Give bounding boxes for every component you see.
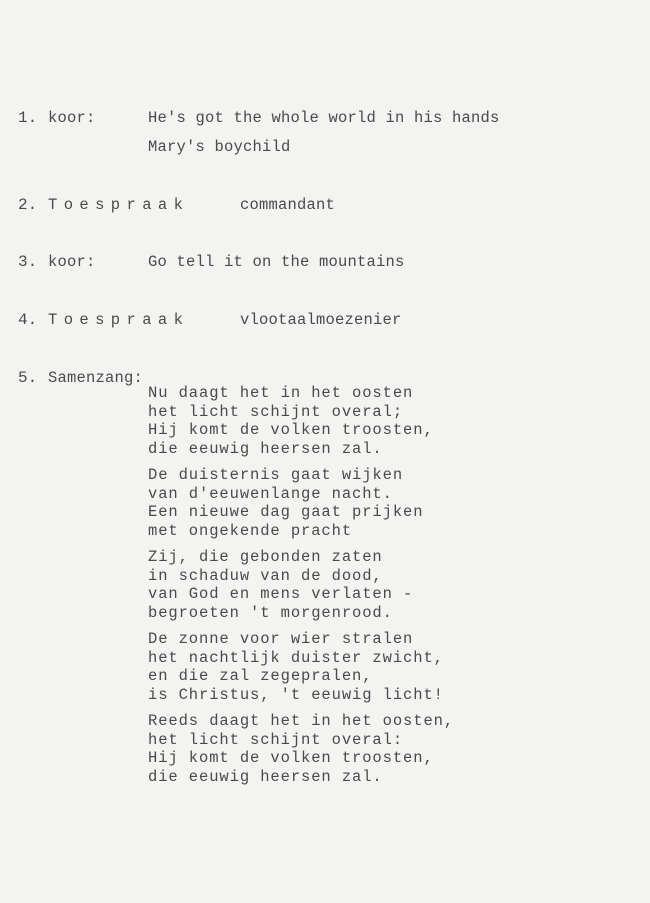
verse-line: het licht schijnt overal: [148, 730, 404, 749]
item-1-number: 1. [18, 109, 38, 127]
verse-line: het licht schijnt overal; [148, 402, 404, 421]
item-3-label: koor: [48, 253, 96, 271]
verse-line: Hij komt de volken troosten, [148, 421, 434, 439]
item-5-label: Samenzang: [48, 369, 144, 387]
item-2-number: 2. [18, 196, 38, 214]
song-verses [148, 384, 454, 794]
verse-line: Zij, die gebonden zaten [148, 548, 383, 566]
verse-line: die eeuwig heersen zal. [148, 767, 383, 786]
item-4-label: Toespraak [48, 311, 190, 329]
item-1-title: He's got the whole world in his hands [148, 109, 500, 127]
verse-line: van God en mens verlaten - [148, 585, 414, 603]
stanza-4 [148, 630, 454, 704]
item-2-label: Toespraak [48, 196, 190, 214]
verse-line: Nu daagt het in het oosten [148, 384, 414, 402]
stanza-3 [148, 548, 454, 622]
item-4-number: 4. [18, 311, 38, 329]
verse-line: met ongekende pracht [148, 521, 353, 540]
verse-line: begroeten 't morgenrood. [148, 603, 393, 622]
stanza-1 [148, 384, 454, 458]
verse-line: Reeds daagt het in het oosten, [148, 712, 455, 730]
verse-line: die eeuwig heersen zal. [148, 439, 383, 458]
verse-line: het nachtlijk duister zwicht, [148, 648, 444, 667]
item-2-text: commandant [240, 196, 336, 214]
verse-line: Hij komt de volken troosten, [148, 749, 434, 767]
item-3-number: 3. [18, 253, 38, 271]
verse-line: en die zal zegepralen, [148, 667, 373, 685]
item-4-text: vlootaalmoezenier [240, 311, 402, 329]
verse-line: van d'eeuwenlange nacht. [148, 484, 393, 503]
verse-line: De zonne voor wier stralen [148, 630, 414, 648]
verse-line: Een nieuwe dag gaat prijken [148, 503, 424, 521]
item-3-title: Go tell it on the mountains [148, 253, 405, 271]
verse-line: is Christus, 't eeuwig licht! [148, 685, 444, 704]
stanza-5 [148, 712, 454, 786]
stanza-2 [148, 466, 454, 540]
item-5-number: 5. [18, 369, 38, 387]
item-1-subtitle: Mary's boychild [148, 138, 291, 156]
verse-line: in schaduw van de dood, [148, 566, 383, 585]
verse-line: De duisternis gaat wijken [148, 466, 404, 484]
item-1-label: koor: [48, 109, 96, 127]
